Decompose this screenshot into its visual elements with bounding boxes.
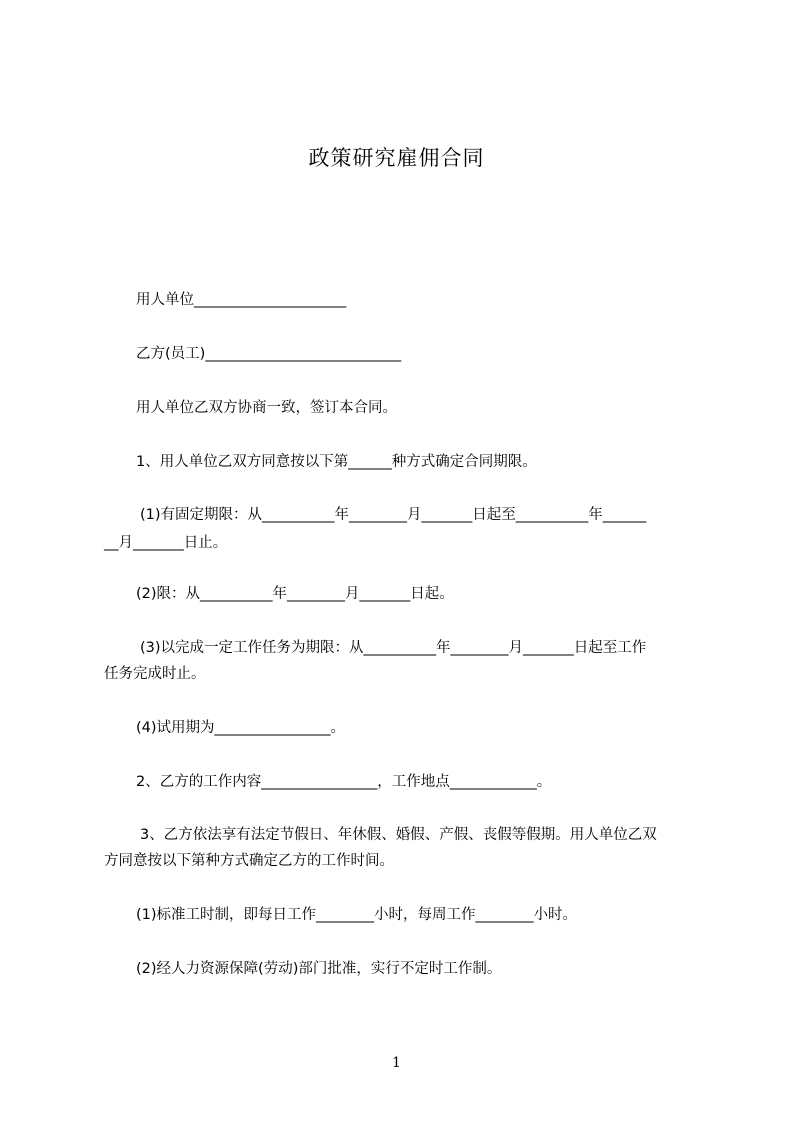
clause-3-line-1: 3、乙方依法享有法定节假日、年休假、婚假、产假、丧假等假期。用人单位乙双	[140, 827, 657, 843]
clause-2: 2、乙方的工作内容________________，工作地点____________。	[136, 774, 552, 790]
employee-line: 乙方(员工)___________________________	[136, 346, 402, 362]
clause-1-option-3-line-2: 任务完成时止。	[104, 666, 206, 682]
clause-1-option-3-line-1: (3)以完成一定工作任务为期限：从__________年________月_______日起至工作	[140, 640, 647, 656]
document-title: 政策研究雇佣合同	[308, 146, 485, 170]
clause-1-option-1-line-2: __月_______日止。	[104, 535, 228, 551]
agreement-intro: 用人单位乙双方协商一致，签订本合同。	[136, 400, 397, 416]
page-number: 1	[392, 1055, 401, 1071]
clause-3-option-2: (2)经人力资源保障(劳动)部门批准，实行不定时工作制。	[136, 961, 502, 977]
clause-1-option-1-line-1: (1)有固定期限：从__________年________月_______日起至__________年______	[140, 507, 647, 523]
clause-1-option-4: (4)试用期为________________。	[136, 720, 346, 736]
clause-1-option-2: (2)限：从__________年________月_______日起。	[136, 586, 454, 602]
clause-3-line-2: 方同意按以下第种方式确定乙方的工作时间。	[104, 853, 394, 869]
employer-line: 用人单位_____________________	[136, 292, 347, 308]
clause-3-option-1: (1)标准工时制，即每日工作________小时，每周工作________小时。	[136, 907, 578, 923]
clause-1-heading: 1、用人单位乙双方同意按以下第______种方式确定合同期限。	[136, 454, 537, 470]
